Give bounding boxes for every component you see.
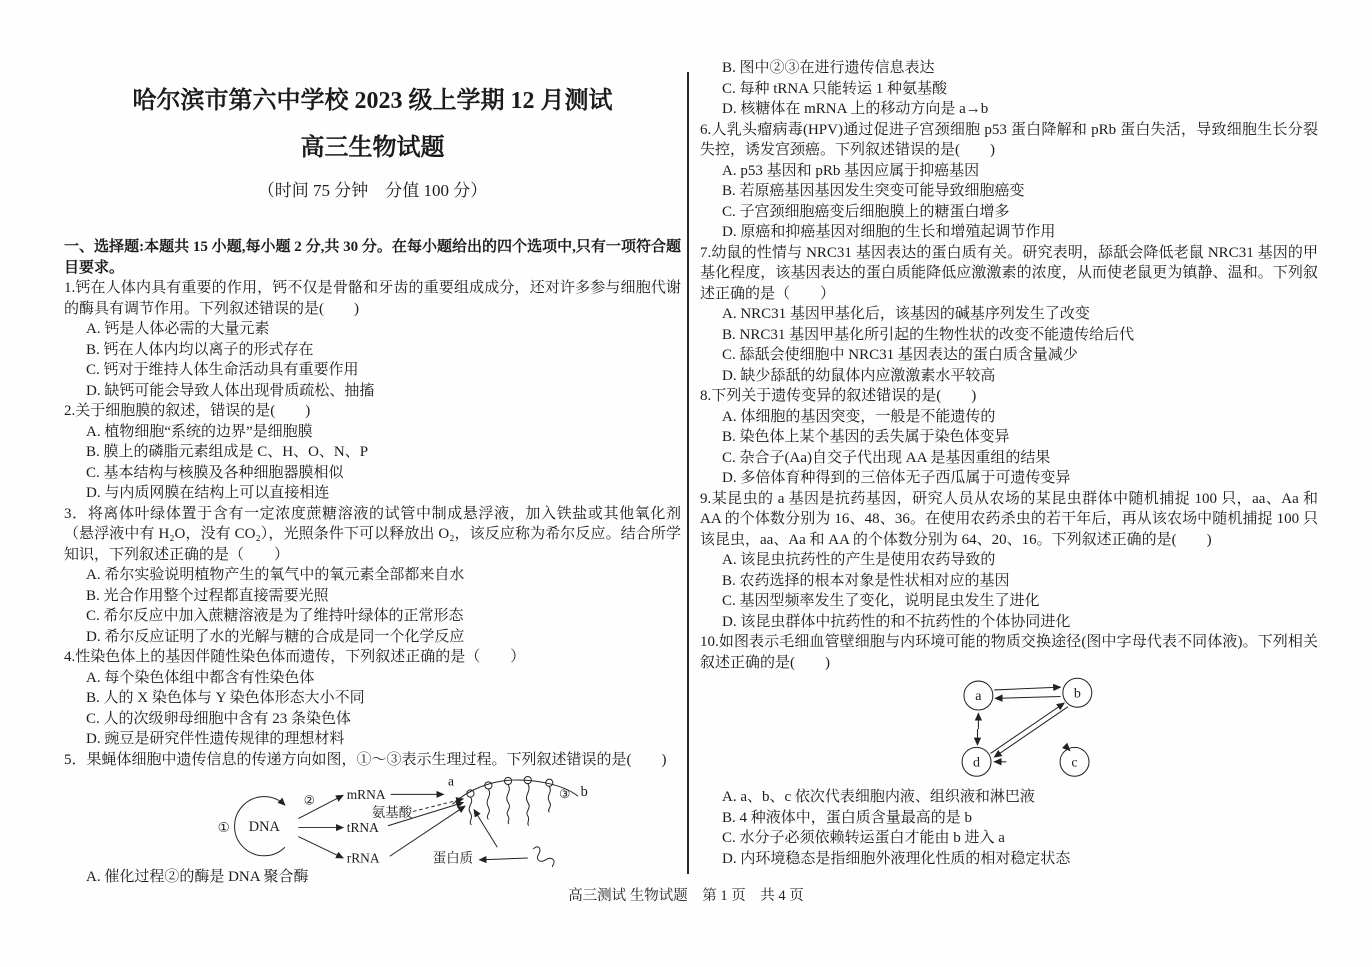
option-q8-d: D. 多倍体育种得到的三倍体无子西瓜属于可遗传变异	[722, 470, 1071, 486]
option-q8-b: B. 染色体上某个基因的丢失属于染色体变异	[722, 429, 1010, 445]
question-stem-q9: 9.某昆虫的 a 基因是抗药基因，研究人员从农场的某昆虫群体中随机捕捉 100 只，aa、Aa 和 AA 的个体数分别为 16、48、36。在使用农药杀虫的若干年后，再从该农场中随机捕捉 100 只该昆虫，aa、Aa 和 AA 的个体数分别为 64、20、16。下列叙述正确的是( )	[700, 490, 1318, 548]
peptide-chain	[507, 785, 510, 824]
arrow-b-to-d	[994, 707, 1068, 757]
option-q9-d: D. 该昆虫群体中抗药性的和不抗药性的个体协同进化	[722, 613, 1071, 630]
peptide-chain	[487, 789, 490, 819]
protein-squiggle	[533, 847, 563, 867]
question-stem-q1: 1.钙在人体内具有重要的作用，钙不仅是骨骼和牙齿的重要组成成分，还对许多参与细胞代谢的酶具有调节作用。下列叙述错误的是( )	[64, 280, 681, 317]
fluid-b-label: b	[1073, 686, 1081, 702]
question-stem-q3: 3．将离体叶绿体置于含有一定浓度蔗糖溶液的试管中制成悬浮液，加入铁盐或其他氧化剂（悬浮液中有 H₂O，没有 CO₂），光照条件下可以释放出 O₂，该反应称为希尔反应。结合所学知识，下列叙述正确的是（ ）	[64, 505, 681, 563]
protein-label: 蛋白质	[432, 850, 474, 866]
option-q5-d: D. 核糖体在 mRNA 上的移动方向是 a→b	[722, 101, 989, 117]
option-q3-a: A. 希尔实验说明植物产生的氧气中的氧元素全部都来自水	[86, 567, 465, 583]
option-q2-c: C. 基本结构与核膜及各种细胞器膜相似	[86, 464, 344, 481]
option-q10-b: B. 4 种液体中，蛋白质含量最高的是 b	[722, 809, 973, 826]
option-q6-a: A. p53 基因和 pRb 基因应属于抑癌基因	[722, 162, 980, 179]
fluid-d-label: d	[973, 755, 981, 771]
mrna-label: mRNA	[346, 786, 386, 802]
option-q5-b: B. 图中②③在进行遗传信息表达	[722, 60, 935, 76]
option-q1-d: D. 缺钙可能会导致人体出现骨质疏松、抽搐	[86, 382, 375, 399]
option-q5-c: C. 每种 tRNA 只能转运 1 种氨基酸	[722, 80, 948, 97]
option-q10-d: D. 内环境稳态是指细胞外液理化性质的相对稳定状态	[722, 850, 1071, 867]
process-2-label: ②	[303, 793, 315, 808]
point-b-label: b	[580, 784, 588, 801]
option-q5-a: A. 催化过程②的酶是 DNA 聚合酶	[86, 869, 309, 885]
option-q2-d: D. 与内质网膜在结构上可以直接相连	[86, 485, 330, 501]
option-q8-c: C. 杂合子(Aa)自交子代出现 AA 是基因重组的结果	[722, 449, 1051, 466]
option-q7-c: C. 舔舐会使细胞中 NRC31 基因表达的蛋白质含量减少	[722, 347, 1078, 363]
left-column	[64, 64, 681, 888]
exam-meta: （时间 75 分钟 分值 100 分）	[257, 181, 488, 200]
question-stem-q5: 5．果蝇体细胞中遗传信息的传递方向如图，①～③表示生理过程。下列叙述错误的是( )	[64, 751, 667, 768]
option-q3-d: D. 希尔反应证明了水的光解与糖的合成是同一个化学反应	[86, 628, 465, 645]
option-q4-a: A. 每个染色体组中都含有性染色体	[86, 669, 315, 686]
option-q6-d: D. 原癌和抑癌基因对细胞的生长和增殖起调节作用	[722, 224, 1056, 240]
gene-expression-diagram	[190, 772, 620, 867]
option-q2-b: B. 膜上的磷脂元素组成是 C、H、O、N、P	[86, 444, 369, 460]
option-q1-c: C. 钙对于维持人体生命活动具有重要作用	[86, 362, 359, 378]
option-q7-d: D. 缺少舔舐的幼鼠体内应激激素水平较高	[722, 367, 996, 384]
option-q3-b: B. 光合作用整个过程都直接需要光照	[86, 587, 329, 604]
peptide-chain	[526, 784, 529, 826]
option-q6-b: B. 若原癌基因基因发生突变可能导致细胞癌变	[722, 183, 1025, 199]
option-q6-c: C. 子宫颈细胞癌变后细胞膜上的糖蛋白增多	[722, 203, 1010, 220]
option-q4-b: B. 人的 X 染色体与 Y 染色体形态大小不同	[86, 690, 365, 706]
arrow-a-to-b	[994, 687, 1060, 690]
column-divider	[687, 72, 689, 874]
option-q2-a: A. 植物细胞“系统的边界”是细胞膜	[86, 423, 313, 440]
dna-label: DNA	[248, 819, 280, 836]
peptide-chain	[548, 786, 550, 812]
question-stem-q7: 7.幼鼠的性情与 NRC31 基因表达的蛋白质有关。研究表明，舔舐会降低老鼠 NRC31 基因的甲基化程度，该基因表达的蛋白质能降低应激激素的浓度，从而使老鼠更为镇静、温和。下列叙述正确的是（ ）	[700, 244, 1318, 302]
rrna-label: rRNA	[346, 850, 380, 866]
question-stem-q2: 2.关于细胞膜的叙述，错误的是( )	[64, 403, 311, 419]
option-q1-b: B. 钙在人体内均以离子的形式存在	[86, 341, 314, 358]
process-3-label: ③	[559, 786, 571, 801]
option-q9-b: B. 农药选择的根本对象是性状相对应的基因	[722, 572, 1010, 589]
point-a-label: a	[448, 773, 454, 789]
trna-label: tRNA	[346, 820, 379, 836]
option-q3-c: C. 希尔反应中加入蔗糖溶液是为了维持叶绿体的正常形态	[86, 608, 464, 624]
option-q7-a: A. NRC31 基因甲基化后，该基因的碱基序列发生了改变	[722, 306, 1090, 322]
amino-acid-label: 氨基酸	[371, 804, 413, 820]
option-q7-b: B. NRC31 基因甲基化所引起的生物性状的改变不能遗传给后代	[722, 326, 1135, 343]
option-q4-c: C. 人的次级卵母细胞中含有 23 条染色体	[86, 710, 352, 727]
option-q10-c: C. 水分子必须依赖转运蛋白才能由 b 进入 a	[722, 830, 1005, 846]
option-q1-a: A. 钙是人体必需的大量元素	[86, 321, 270, 337]
section-heading: 一、选择题:本题共 15 小题,每小题 2 分,共 30 分。在每小题给出的四个选项中,只有一项符合题目要求。	[64, 239, 681, 276]
option-q9-c: C. 基因型频率发生了变化，说明昆虫发生了进化	[722, 593, 1040, 609]
arrow-d-to-b	[991, 703, 1065, 753]
page-footer: 高三测试 生物试题 第 1 页 共 4 页	[568, 888, 804, 904]
body-fluid-exchange-diagram	[936, 675, 1116, 787]
fluid-a-label: a	[975, 689, 982, 705]
transcription-arrow-rrna	[298, 837, 343, 859]
option-q8-a: A. 体细胞的基因突变，一般是不能遗传的	[722, 408, 996, 425]
protein-arrow	[479, 858, 527, 860]
question-stem-q8: 8.下列关于遗传变异的叙述错误的是( )	[700, 388, 977, 404]
right-column	[700, 58, 1318, 869]
fluid-c-label: c	[1071, 755, 1078, 771]
process-1-label: ①	[217, 820, 230, 836]
exam-subtitle: 高三生物试题	[300, 135, 445, 161]
option-q4-d: D. 豌豆是研究伴性遗传规律的理想材料	[86, 731, 345, 747]
question-stem-q4: 4.性染色体上的基因伴随性染色体而遗传，下列叙述正确的是（ ）	[64, 649, 526, 665]
option-q10-a: A. a、b、c 依次代表细胞内液、组织液和淋巴液	[722, 789, 1035, 805]
question-stem-q6: 6.人乳头瘤病毒(HPV)通过促进子宫颈细胞 p53 蛋白降解和 pRb 蛋白失活，导致细胞生长分裂失控，诱发宫颈癌。下列叙述错误的是( )	[700, 121, 1318, 158]
peptide-chain	[469, 797, 472, 825]
exam-title: 哈尔滨市第六中学校 2023 级上学期 12 月测试	[132, 88, 613, 114]
option-q9-a: A. 该昆虫抗药性的产生是使用农药导致的	[722, 552, 996, 568]
ribosome-assembly-arrow	[474, 810, 497, 848]
arrow-b-to-a	[995, 696, 1060, 698]
question-stem-q10: 10.如图表示毛细血管壁细胞与内环境可能的物质交换途径(图中字母代表不同体液)。下列相关叙述正确的是( )	[700, 634, 1318, 671]
